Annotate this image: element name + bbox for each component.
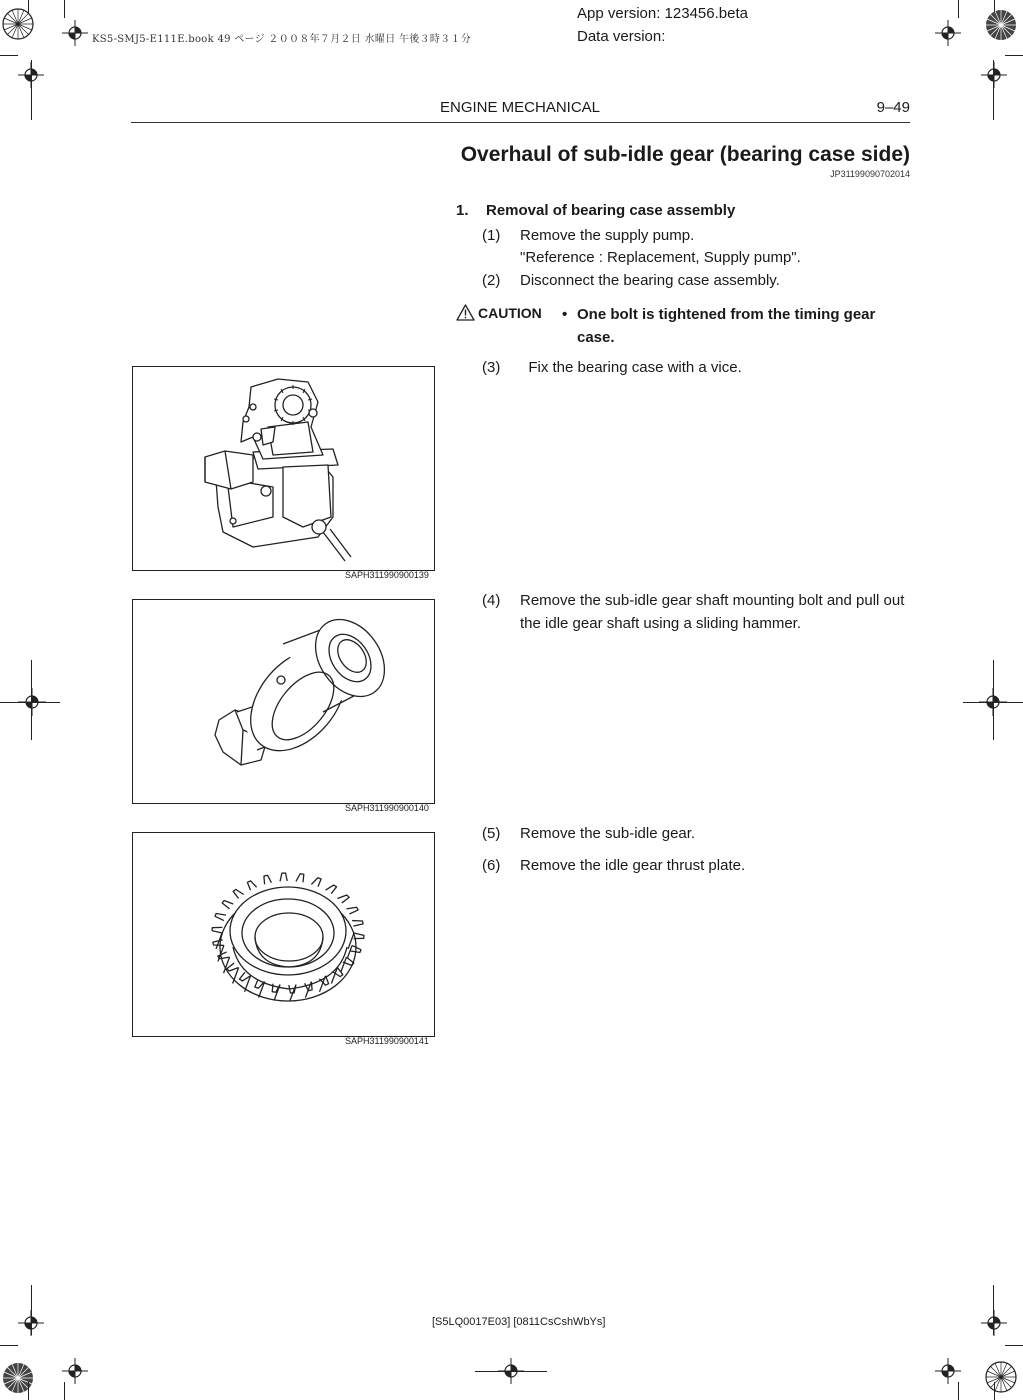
gear-tooth [325, 885, 336, 894]
crop-mark [1005, 55, 1023, 56]
crop-mark [958, 1382, 959, 1400]
crop-mark [31, 60, 32, 120]
figure-idle-gear-shaft [132, 599, 435, 804]
app-version: App version: 123456.beta [577, 5, 748, 22]
gear-tooth [222, 901, 233, 909]
crop-mark [0, 55, 18, 56]
bearing-case-in-vice-illustration [133, 367, 434, 570]
app-info [577, 2, 748, 48]
crosshair-target-icon [981, 62, 1007, 88]
footer-document-code: [S5LQ0017E03] [0811CsCshWbYs] [432, 1316, 606, 1328]
crosshair-target-icon [981, 1310, 1007, 1336]
sub-idle-gear-illustration [133, 833, 434, 1036]
crop-mark [0, 1345, 18, 1346]
gear-tooth [352, 921, 363, 927]
figure-caption: SAPH311990900140 [345, 803, 429, 813]
gear-tooth [227, 963, 239, 971]
registration-target-icon [0, 1360, 36, 1396]
crop-mark [0, 702, 60, 703]
sub-step-reference [482, 247, 902, 269]
sub-step-number: (2) [482, 272, 501, 289]
registration-target-icon [0, 6, 36, 42]
sub-step-number: (4) [482, 592, 501, 609]
gear-tooth [296, 874, 304, 883]
crop-mark [475, 1371, 547, 1372]
caution-label-text: CAUTION [478, 304, 542, 321]
registration-target-icon [984, 1360, 1018, 1394]
warning-triangle-icon [456, 304, 475, 321]
gear-tooth [264, 875, 272, 884]
gear-tooth [233, 889, 243, 898]
gear-tooth [215, 914, 226, 921]
registration-target-icon [984, 8, 1018, 42]
sub-step-continuation [482, 613, 912, 635]
page-number: 9–49 [876, 99, 910, 116]
gear-tooth [280, 873, 287, 881]
sub-step-text: Remove the sub-idle gear shaft mounting bolt and pull out [520, 592, 905, 609]
crop-mark [64, 1382, 65, 1400]
header-divider [131, 122, 910, 123]
figure-bearing-case-vice [132, 366, 435, 571]
figure-caption: SAPH311990900141 [345, 1036, 429, 1046]
gear-tooth [311, 878, 321, 887]
gear-tooth [212, 927, 222, 933]
gear-tooth-face [340, 957, 346, 973]
main-step-number: 1. [456, 202, 469, 219]
crop-mark [993, 660, 994, 740]
crosshair-target-icon [62, 20, 88, 46]
sub-step-number: (5) [482, 825, 501, 842]
figure-sub-idle-gear [132, 832, 435, 1037]
document-code: JP31199090702014 [830, 169, 910, 179]
sub-step [482, 225, 902, 247]
sub-step-text: Fix the bearing case with a vice. [520, 359, 742, 376]
crop-mark [31, 1285, 32, 1335]
sub-step [482, 855, 902, 877]
caution-note [562, 303, 892, 349]
crop-mark [993, 1285, 994, 1335]
main-step-label: Removal of bearing case assembly [486, 202, 736, 219]
crop-mark [64, 0, 65, 18]
caution-text: One bolt is tightened from the timing gear case. [577, 306, 876, 346]
sub-step-text: Remove the idle gear thrust plate. [520, 857, 746, 874]
caution-label [456, 304, 542, 321]
gear-tooth [247, 881, 256, 890]
crosshair-target-icon [62, 1358, 88, 1384]
bullet: • [562, 306, 568, 323]
crop-mark [993, 60, 994, 120]
data-version: Data version: [577, 28, 666, 45]
section-header: ENGINE MECHANICAL [440, 99, 601, 116]
sub-step [482, 590, 912, 612]
crosshair-target-icon [935, 1358, 961, 1384]
sub-step-text: Remove the sub-idle gear. [520, 825, 696, 842]
main-step-heading [456, 202, 735, 219]
sub-step-number: (6) [482, 857, 501, 874]
print-job-info: KS5-SMJ5-E111E.book 49 ページ ２００８年７月２日 水曜日 午後３時３１分 [92, 34, 472, 45]
sub-step [482, 823, 902, 845]
figure-caption: SAPH311990900139 [345, 570, 429, 580]
sub-step-number: (3) [482, 359, 501, 376]
sub-step-text: Remove the supply pump. [520, 227, 695, 244]
sub-step [482, 270, 902, 292]
sub-step-text: "Reference : Replacement, Supply pump". [520, 249, 801, 266]
gear-tooth [346, 907, 358, 914]
crop-mark [31, 660, 32, 740]
crop-mark [28, 1382, 29, 1400]
idle-gear-shaft-illustration [133, 600, 434, 803]
crop-mark [958, 0, 959, 18]
gear-tooth [337, 895, 349, 903]
sub-step [482, 357, 902, 379]
crosshair-target-icon [935, 20, 961, 46]
sub-step-text: Disconnect the bearing case assembly. [520, 272, 780, 289]
sub-step-text: the idle gear shaft using a sliding hammer. [520, 615, 801, 632]
crop-mark [994, 1382, 995, 1400]
page-title: Overhaul of sub-idle gear (bearing case side) [460, 143, 910, 166]
sub-step-number: (1) [482, 227, 501, 244]
crop-mark [1005, 1345, 1023, 1346]
